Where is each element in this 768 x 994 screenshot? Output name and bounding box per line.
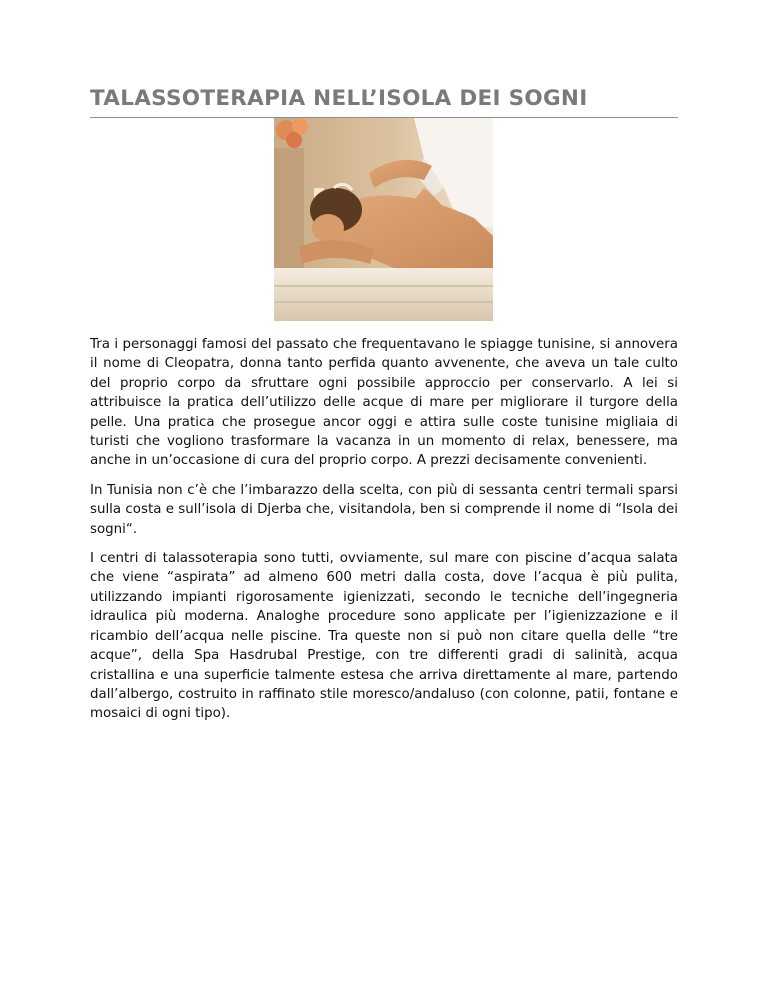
paragraph-thalasso-centers: I centri di talassoterapia sono tutti, ovviamente, sul mare con piscine d’acqua salata che viene “aspirata” ad almeno 600 metri dalla costa, dove l’acqua è più pulita, utilizzando impianti rigorosamente igienizzati, secondo le tecniche dell’ingegneria idraulica più moderna. Analoghe procedure sono applicate per l’igienizzazione e il ricambio dell’acqua nelle piscine. Tra queste non si può non citare quella delle “tre acque”, della Spa Hasdrubal Prestige, con tre differenti gradi di salinità, acqua cristallina e una superficie talmente estesa che arriva direttamente al mare, partendo dall’albergo, costruito in raffinato stile moresco/andaluso (con colonne, patii, fontane e mosaici di ogni tipo). <box>90 551 678 722</box>
paragraph-cleopatra: Tra i personaggi famosi del passato che frequentavano le spiagge tunisine, si annovera il nome di Cleopatra, donna tanto perfida quanto avvenente, che aveva un tale culto del proprio corpo da sfruttare ogni possibile approccio per conservarlo. A lei si attribuisce la pratica dell’utilizzo delle acque di mare per migliorare il turgore della pelle. Una pratica che prosegue ancor oggi e attira sulle coste tunisine migliaia di turisti che vogliono trasformare la vacanza in un momento di relax, benessere, ma anche in un’occasione di cura del proprio corpo. A prezzi decisamente convenienti. <box>90 337 678 469</box>
spa-massage-photo <box>274 118 493 321</box>
paragraph-tunisia-centers: In Tunisia non c’è che l’imbarazzo della scelta, con più di sessanta centri termali sparsi sulla costa e sull’isola di Djerba che, visitandola, ben si comprende il nome di “Isola dei sogni“. <box>90 482 678 537</box>
article-title: TALASSOTERAPIA NELL’ISOLA DEI SOGNI <box>90 84 678 118</box>
document-page <box>90 0 678 724</box>
